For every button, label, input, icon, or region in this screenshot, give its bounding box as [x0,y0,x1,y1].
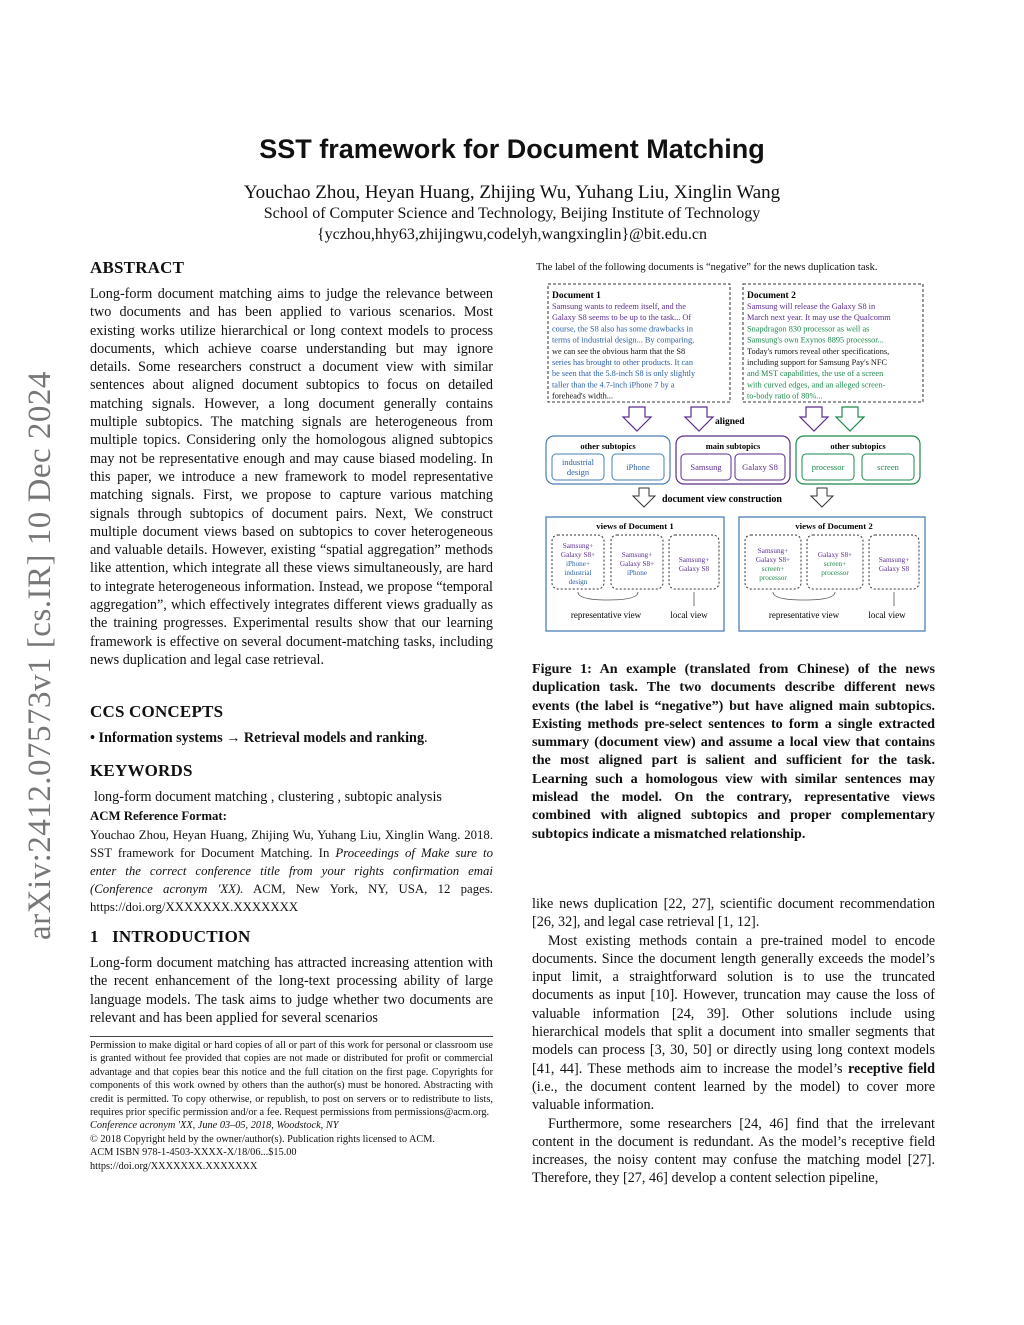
acm-reference [90,809,493,916]
svg-text:design: design [568,578,588,586]
doc1-line-4: we can see the obvious harm that the S8 [552,346,686,356]
arrow-construct-left [633,488,655,507]
construction-label: document view construction [662,494,782,505]
other-subtopics-right [796,436,920,484]
email: {yczhou,hhy63,zhijingwu,codelyh,wangxinglin}@bit.edu.cn [316,226,708,243]
chip-processor: processor [811,462,845,472]
arrow-left-down [623,407,651,431]
svg-text:iPhone: iPhone [627,569,647,577]
intro-heading: 1 INTRODUCTION [90,927,251,946]
svg-text:Galaxy S8+: Galaxy S8+ [755,556,791,564]
local-view-2: local view [868,610,906,620]
footnote-rule [90,1036,493,1037]
doc2-line-6: and MST capabilities, the use of a screen [747,369,884,379]
svg-text:processor: processor [821,569,849,577]
acm-ref-text: Youchao Zhou, Heyan Huang, Zhijing Wu, Yuhang Liu, Xinglin Wang. 2018. SST framework for Document Matching. In Proceedings of Make sure to enter the correct conference title from your rights confirmation emai (Conference acronym 'XX). ACM, New York, NY, USA, 12 pages. https://doi.org/XXXXXXX.XXXXXXX [90,828,493,914]
views-doc2 [739,517,925,631]
chip-industrial: industrial [561,457,595,467]
keywords-text: long-form document matching , clustering , subtopic analysis [94,789,442,805]
receptive-field-term: receptive field [847,1060,935,1077]
doc1-title: Document 1 [552,291,601,301]
figure-label: The label of the following documents is “negative” for the news duplication task. [536,262,878,273]
ccs-section [90,702,493,747]
svg-text:Samsung+: Samsung+ [621,551,653,559]
copyright: © 2018 Copyright held by the owner/author(s). Publication rights licensed to ACM. [90,1133,436,1145]
doc1-lines [552,302,696,401]
right-paragraph-2: Most existing methods contain a pre-trained model to encode documents. Since the document length generally exceeds the model’s input limit, a straightforward solution is to use the truncated documents as input [10]. However, truncation may cause the loss of valuable information [24, 39]. Other solutions include using hierarchical models that split a document into smaller segments that models can process [3, 30, 50] or directly using long context models [41, 44]. These methods aim to increase the model’s receptive field (i.e., the document content learned by the model) to cover more valuable information. [532,932,935,1114]
chip-iphone: iPhone [626,462,650,472]
doc1-line-2: course, the S8 also has some drawbacks in [552,324,694,334]
acm-ref-heading: ACM Reference Format: [90,809,227,823]
svg-text:other subtopics: other subtopics [830,441,886,451]
figure-caption-block [532,660,935,843]
acm-ref-doi: ACM, New York, NY, USA, 12 pages. https://doi.org/XXXXXXX.XXXXXXX [90,882,493,914]
paper-title: SST framework for Document Matching [259,134,765,164]
svg-text:views of Document 1: views of Document 1 [596,521,674,531]
svg-text:screen+: screen+ [823,560,847,568]
svg-text:Samsung+: Samsung+ [757,547,789,555]
document-2-box [743,284,923,402]
rep-view-1: representative view [570,610,642,620]
doc1-line-5: series has brought to other products. It can [552,358,694,367]
doi-link[interactable]: https://doi.org/XXXXXXX.XXXXXXX [90,1160,258,1172]
abstract-text: Long-form document matching aims to judge the relevance between two documents and has been applied to various scenarios. Most existing works utilize hierarchical or long context models to process documents, which achieve coarse understanding but may ignore details. Some researchers construct a document view with similar sentences about aligned document subtopics to focus on detailed matching signals. However, a long document generally contains multiple subtopics. The matching signals are heterogeneous from multiple topics. Considering only the homologous aligned subtopics may not be representative enough and may cause biased modeling. In this paper, we introduce a new framework to model representative matching signals. First, we propose to capture various matching signals through subtopics of document pairs. Next, We construct multiple document views based on subtopics to cover heterogeneous and valuable details. However, existing “spatial aggregation” methods like attention, which integrate all these views simultaneously, are hard to integrate heterogeneous information. Instead, we propose “temporal aggregation”, which effectively integrates different views gradually as the training progresses. Experimental results show that our learning framework is effective on several document-matching tasks, including news duplication and legal case retrieval. [90,286,493,668]
svg-text:Galaxy S8: Galaxy S8 [678,565,710,573]
svg-text:processor: processor [759,574,787,582]
permission-notice: Permission to make digital or hard copies of all or part of this work for personal or classroom use is granted without fee provided that copies are not made or distributed for profit or commercial advantage and that copies bear this notice and the full citation on the first page. Copyrights for components of this work owned by others than the author(s) must be honored. Abstracting with credit is permitted. To copy otherwise, or republish, to post on servers or to redistribute to lists, requires prior specific permission and/or a fee. Request permissions from permissions@acm.org. [90,1040,493,1119]
doc1-line-6: be seen that the 5.8-inch S8 is only slightly [552,369,696,379]
svg-text:Samsung+: Samsung+ [878,556,910,564]
chip-samsung: Samsung [690,462,722,472]
doc2-lines [747,302,891,401]
affiliation: School of Computer Science and Technology, Beijing Institute of Technology [263,205,761,222]
svg-text:Galaxy S8: Galaxy S8 [878,565,910,573]
doc1-line-0: Samsung wants to redeem itself, and the [552,302,686,311]
figure-caption: Figure 1: An example (translated from Chinese) of the news duplication task. The two documents describe different news events (the label is “negative”) but have aligned main subtopics. Existing methods pre-select sentences to form a single extracted summary (document view) and assume a local view that contains the most aligned part is salient and sufficient for the task. Learning such a homologous view with similar sentences may mislead the model. On the contrary, representative views combined with aligned subtopics and proper complementary subtopics indicate a mismatched relationship. [532,661,935,842]
svg-text:Samsung+: Samsung+ [678,556,710,564]
doc2-line-7: with curved edges, and an alleged screen- [747,380,886,390]
doc1-line-8: forehead's width... [552,391,613,401]
doc2-line-2: Snapdragon 830 processor as well as [747,324,870,334]
ccs-text: • Information systems → Retrieval models and ranking. [90,730,428,746]
svg-text:other subtopics: other subtopics [580,441,636,451]
right-paragraph-1: like news duplication [22, 27], scientific document recommendation [26, 32], and legal case retrieval [1, 12]. [532,896,935,931]
svg-text:Galaxy S8+: Galaxy S8+ [560,551,596,559]
right-paragraph-3: Furthermore, some researchers [24, 46] find that the irrelevant content in the document is redundant. As the model’s receptive field increases, the noisy content may confuse the matching model [27]. Therefore, they [27, 46] develop a content selection pipeline, [532,1115,935,1187]
footnote [90,1039,493,1173]
intro-text: Long-form document matching has attracted increasing attention with the recent enhancement of the long-text processing ability of large language models. The task aims to judge whether two documents are relevant and has been applied for several scenarios [90,955,493,1026]
local-view-1: local view [670,610,708,620]
arrow-construct-right [811,488,833,507]
svg-text:screen+: screen+ [761,565,785,573]
ccs-concepts: • Information systems → Retrieval models and ranking [90,730,425,746]
chip-galaxy: Galaxy S8 [742,462,778,472]
doc2-line-4: Today's rumors reveal other specifications, [747,346,890,356]
conference-info: Conference acronym 'XX, June 03–05, 2018, Woodstock, NY [90,1120,339,1132]
abstract-section [90,258,493,669]
figure-1 [532,274,942,644]
svg-text:main subtopics: main subtopics [705,441,761,451]
intro-section [90,927,493,1027]
svg-text:views of Document 2: views of Document 2 [795,521,873,531]
authors: Youchao Zhou, Heyan Huang, Zhijing Wu, Yuhang Liu, Xinglin Wang [243,182,781,203]
arxiv-stamp: arXiv:2412.07573v1 [cs.IR] 10 Dec 2024 [22,371,58,940]
views-doc1 [546,517,724,631]
keywords-section [90,761,493,806]
ccs-heading: CCS CONCEPTS [90,702,224,721]
svg-text:iPhone+: iPhone+ [565,560,591,568]
doc1-line-7: taller than the 4.7-inch iPhone 7 by a [552,380,675,390]
document-1-box [548,284,730,402]
doc2-line-3: Samsung's own Exynos 8895 processor... [747,335,884,345]
doc2-line-8: to-body ratio of 80%... [747,391,823,401]
main-subtopics [676,436,790,484]
doc1-line-3: terms of industrial design... By comparing, [552,335,695,345]
right-body [532,895,935,1188]
aligned-label: aligned [715,417,745,427]
arrow-main-right [800,407,828,431]
svg-text:design: design [566,467,590,477]
svg-text:industrial: industrial [564,569,592,577]
svg-text:Galaxy S8+: Galaxy S8+ [619,560,655,568]
abstract-heading: ABSTRACT [90,258,185,277]
arrow-main-left [685,407,713,431]
doc2-line-1: March next year. It may use the Qualcomm [747,313,891,323]
other-subtopics-left [546,436,670,484]
arrow-right-down [836,407,864,431]
chip-screen: screen [877,462,899,472]
svg-text:Galaxy S8+: Galaxy S8+ [817,551,853,559]
rep-view-2: representative view [768,610,840,620]
doc2-title: Document 2 [747,291,796,301]
doc1-line-1: Galaxy S8 seems to be up to the task... Of [552,313,692,323]
doc2-line-0: Samsung will release the Galaxy S8 in [747,302,876,311]
doc2-line-5: including support for Samsung Pay's NFC [747,358,888,367]
isbn: ACM ISBN 978-1-4503-XXXX-X/18/06...$15.00 [90,1147,297,1159]
svg-text:Samsung+: Samsung+ [562,542,594,550]
keywords-heading: KEYWORDS [90,761,193,780]
